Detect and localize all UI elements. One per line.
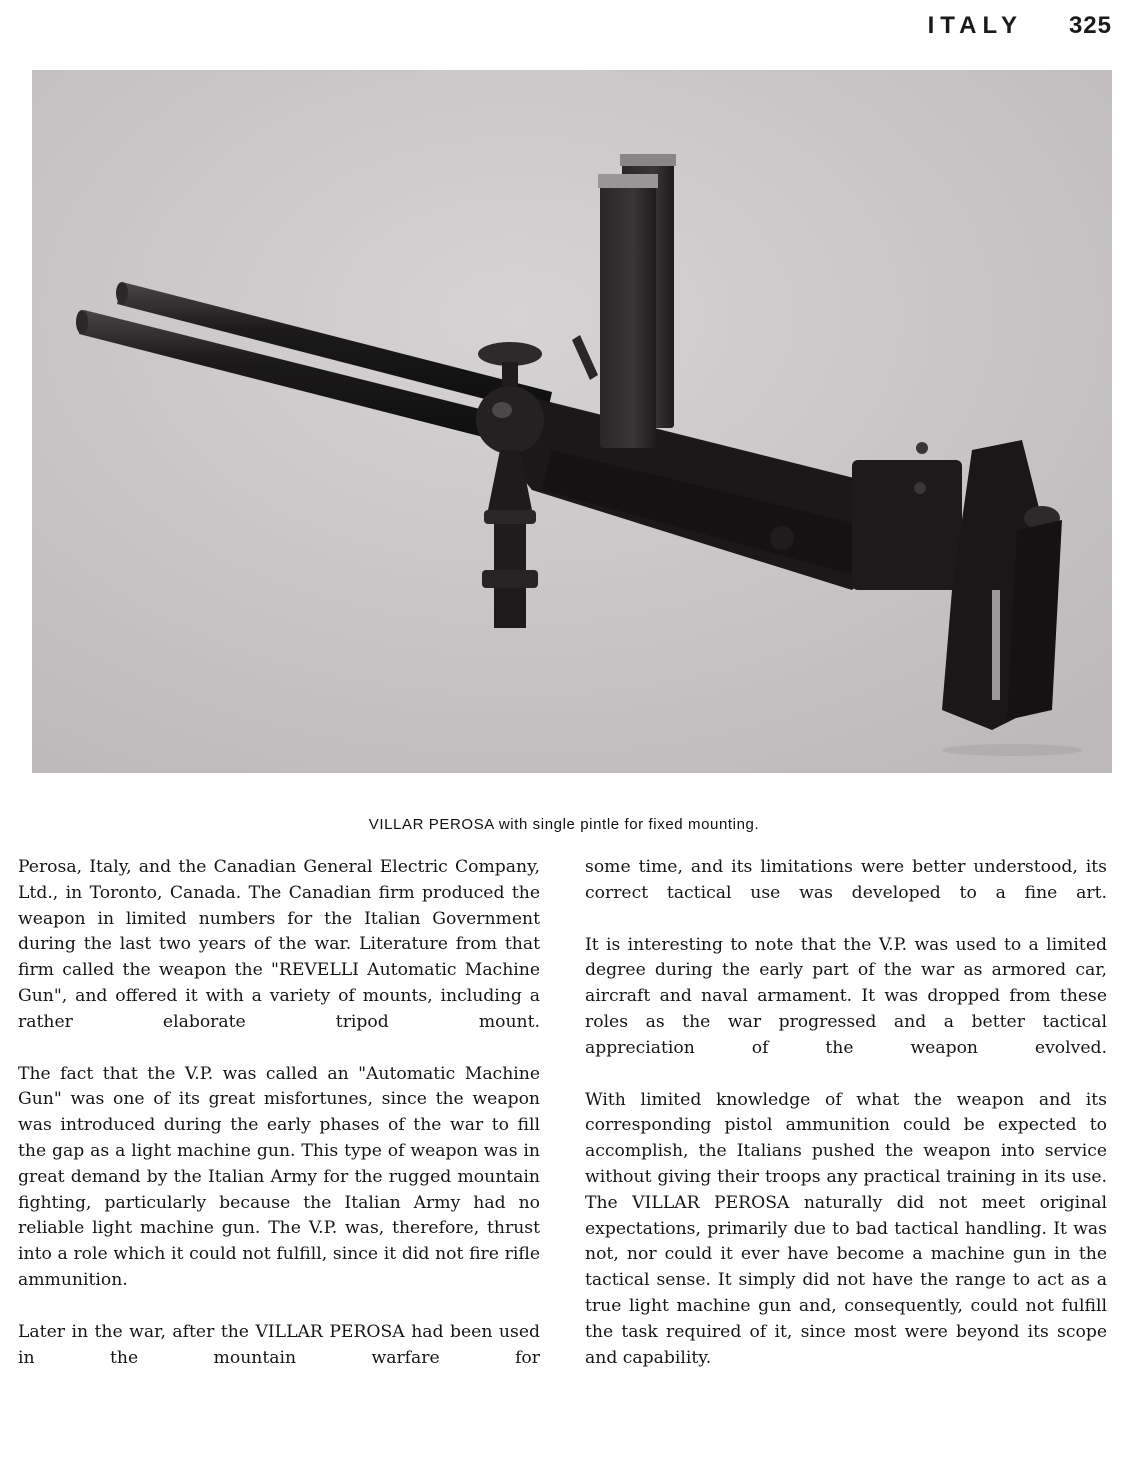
page-number: 325 (1068, 12, 1112, 39)
left-column (18, 855, 540, 1397)
paragraph: The fact that the V.P. was called an "Automatic Machine Gun" was one of its great misfortunes, since the weapon was introduced during the early phases of the war to fill the gap as a light machine gun. This type of weapon was in great demand by the Italian Army for the rugged mountain fighting, particularly because the Italian Army had no reliable light machine gun. The V.P. was, therefore, thrust into a role which it could not fulfill, since it did not fire rifle ammunition. (18, 1063, 540, 1290)
paragraph: With limited knowledge of what the weapon and its corresponding pistol ammunition could be expected to accomplish, the Italians pushed the weapon into service without giving their troops any practical training in its use. The VILLAR PEROSA naturally did not meet original expectations, primarily due to bad tactical handling. It was not, nor could it ever have become a machine gun in the tactical sense. It simply did not have the range to act as a true light machine gun and, consequently, could not fulfill the task required of it, since most were beyond its scope and capability. (585, 1089, 1107, 1368)
right-column (585, 855, 1107, 1397)
paragraph: Later in the war, after the VILLAR PEROSA had been used in the mountain warfare for (18, 1321, 540, 1368)
paragraph: some time, and its limitations were better understood, its correct tactical use was developed to a fine art. (585, 857, 1107, 903)
paragraph: It is interesting to note that the V.P. was used to a limited degree during the early part of the war as armored car, aircraft and naval armament. It was dropped from these roles as the war progressed and a better tactical appreciation of the weapon evolved. (585, 934, 1107, 1058)
figure-caption: VILLAR PEROSA with single pintle for fixed mounting. (368, 816, 760, 833)
villar-perosa-illustration (32, 70, 1112, 773)
paragraph: Perosa, Italy, and the Canadian General Electric Company, Ltd., in Toronto, Canada. The Canadian firm produced the weapon in limited numbers for the Italian Government during the last two years of the war. Literature from that firm called the weapon the "REVELLI Automatic Machine Gun", and offered it with a variety of mounts, including a rather elaborate tripod mount. (18, 857, 540, 1032)
weapon-photograph (32, 70, 1112, 773)
magazines (598, 154, 676, 448)
running-head (928, 12, 1112, 40)
shadow (942, 744, 1082, 756)
section-title: ITALY (927, 12, 1023, 39)
